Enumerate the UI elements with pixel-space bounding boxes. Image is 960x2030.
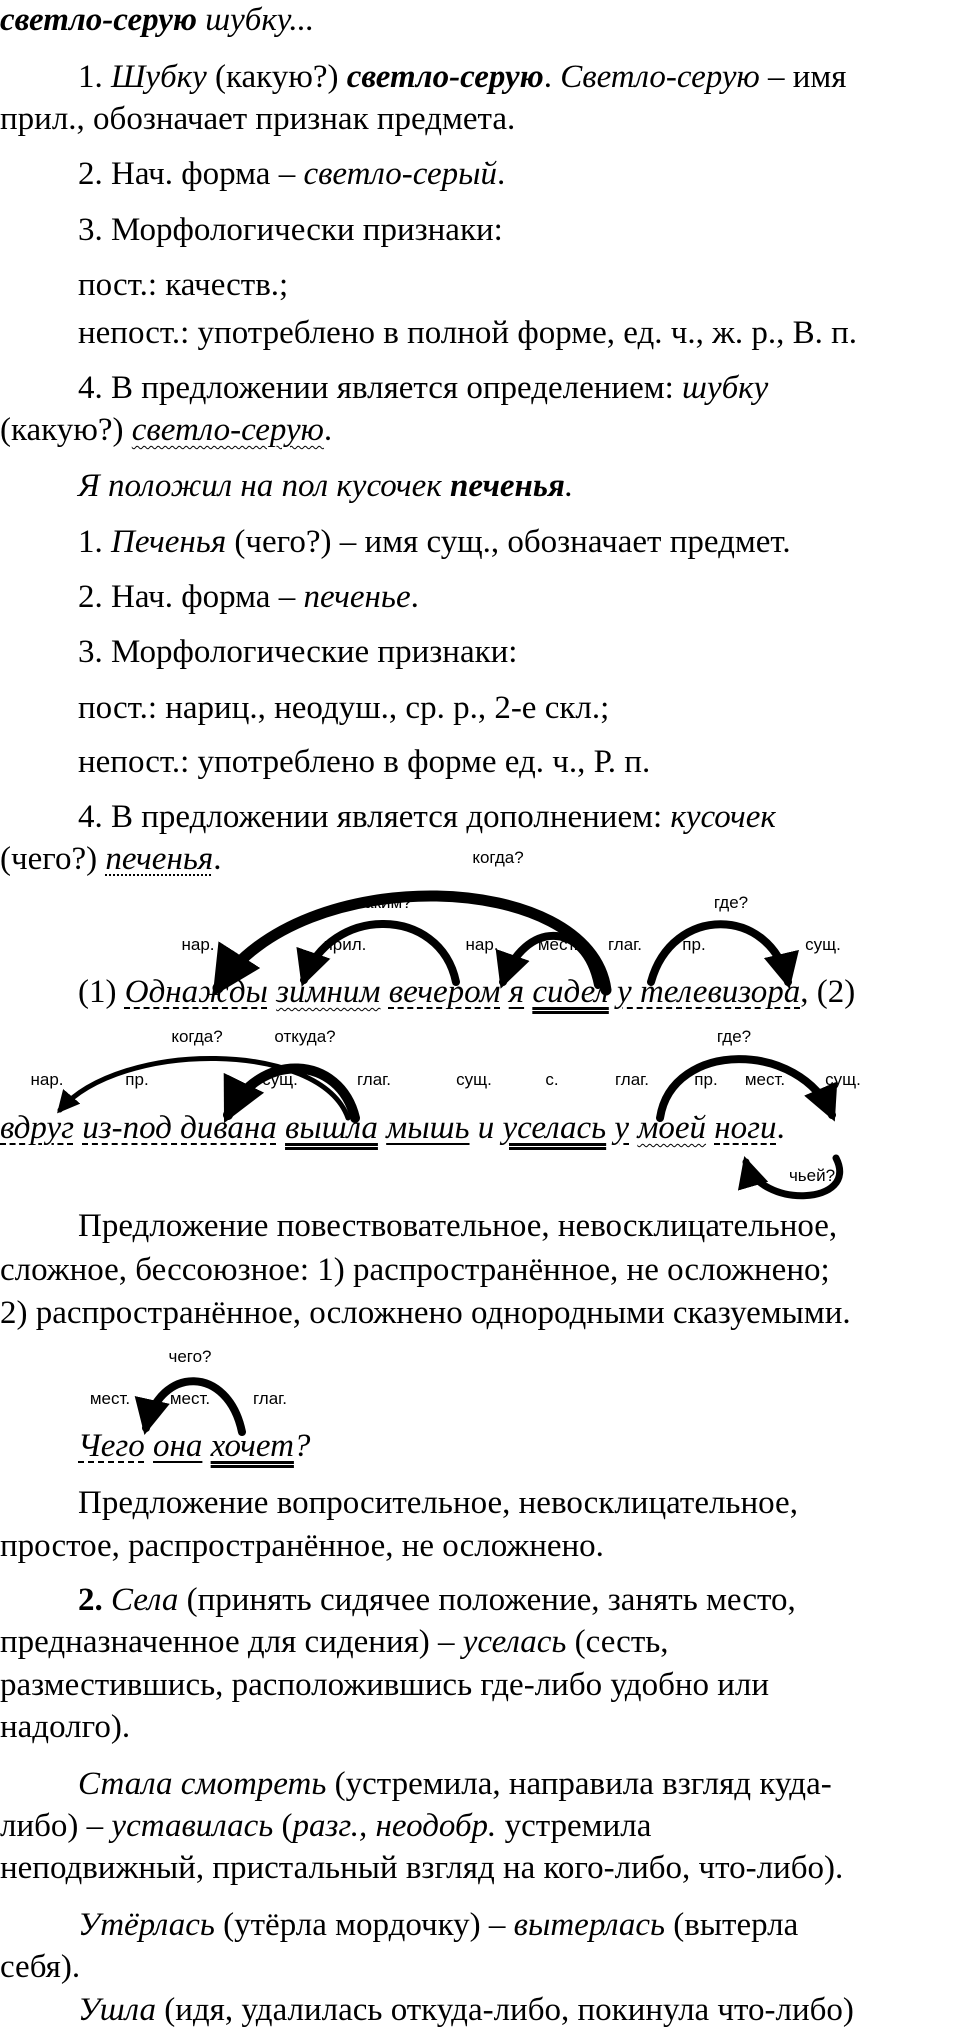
question-label: когда? [472, 848, 524, 867]
analysis-line: непост.: употреблено в полной форме, ед. ч., ж. р., В. п. [78, 315, 858, 351]
word-predicate: вышла [285, 1110, 378, 1146]
part-of-speech-label: пр. [125, 1070, 149, 1089]
word-subject: она [153, 1428, 203, 1464]
analysis-line: 1. Шубку (какую?) светло-серую. Светло-серую – имя [78, 59, 847, 95]
question-label: когда? [171, 1027, 223, 1046]
analysis-line: 2) распространённое, осложнено однородными сказуемыми. [0, 1295, 851, 1331]
analysis-line: 2. Села (принять сидячее положение, занять место, [78, 1582, 796, 1618]
word-predicate: уселась [502, 1110, 607, 1146]
analysis-line: пост.: качеств.; [78, 267, 289, 303]
analysis-line: 2. Нач. форма – светло-серый. [78, 156, 506, 192]
part-of-speech-label: мест. [89, 1389, 131, 1408]
analysis-line: Стала смотреть (устремила, направила взгляд куда- [78, 1766, 832, 1802]
analysis-line: себя). [0, 1949, 81, 1985]
question-label: чего? [168, 1347, 212, 1366]
analysis-line: простое, распространённое, не осложнено. [0, 1528, 604, 1564]
word-attribute: зимним [276, 974, 381, 1010]
analysis-line: 1. Печенья (чего?) – имя сущ., обозначает предмет. [78, 524, 791, 560]
word-subject: я [508, 974, 525, 1010]
part-of-speech-label: мест. [169, 1389, 211, 1408]
part-of-speech-label: нар. [30, 1070, 64, 1089]
analysis-line: надолго). [0, 1709, 131, 1745]
part-of-speech-label: глаг. [607, 935, 643, 954]
parsed-sentence-2: вдруг из-под дивана вышла мышь и уселась у моей ноги. [0, 1110, 785, 1146]
analysis-line: 4. В предложении является определением: шубку [78, 370, 769, 406]
parsed-sentence-3: Чего она хочет? [78, 1428, 311, 1464]
part-of-speech-label: сущ. [456, 1070, 492, 1089]
word-adverbial: из-под дивана [82, 1110, 277, 1146]
analysis-line: разместившись, расположившись где-либо удобно или [0, 1667, 770, 1703]
word-adverbial: вдруг [0, 1110, 74, 1146]
question-label: где? [716, 1027, 752, 1046]
part-of-speech-label: прил. [323, 935, 367, 954]
part-of-speech-label: глаг. [614, 1070, 650, 1089]
analysis-line: предназначенное для сидения) – уселась (сесть, [0, 1624, 669, 1660]
part-of-speech-label: сущ. [805, 935, 841, 954]
analysis-line: неподвижный, пристальный взгляд на кого-либо, что-либо). [0, 1850, 844, 1886]
part-of-speech-label: глаг. [252, 1389, 288, 1408]
question-label: чьей? [788, 1166, 836, 1185]
word-adverbial: у [614, 1110, 630, 1146]
sentence-title: Я положил на пол кусочек печенья. [78, 468, 574, 504]
question-label: откуда? [274, 1027, 336, 1046]
analysis-line: непост.: употреблено в форме ед. ч., Р. п. [78, 744, 651, 780]
part-of-speech-label: нар. [465, 935, 499, 954]
part-of-speech-label: сущ. [262, 1070, 298, 1089]
word-adverbial: ноги [714, 1110, 777, 1146]
heading-line: светло-серую шубку... [0, 2, 315, 38]
analysis-line: (какую?) светло-серую. [0, 412, 333, 448]
analysis-line: прил., обозначает признак предмета. [0, 101, 516, 137]
analysis-line: сложное, бессоюзное: 1) распространённое, не осложнено; [0, 1252, 830, 1288]
analysis-line: 3. Морфологические признаки: [78, 634, 518, 670]
word-object: Чего [78, 1428, 145, 1464]
word-predicate: сидел [532, 974, 609, 1010]
analysis-line: Ушла (идя, удалилась откуда-либо, покинула что-либо) [78, 1992, 854, 2028]
analysis-line: либо) – уставилась (разг., неодобр. устремила [0, 1808, 652, 1844]
analysis-line: 4. В предложении является дополнением: кусочек [78, 799, 776, 835]
word-subject: мышь [386, 1110, 470, 1146]
analysis-line: Предложение вопросительное, невосклицательное, [78, 1485, 798, 1521]
part-of-speech-label: глаг. [356, 1070, 392, 1089]
word-predicate: хочет [210, 1428, 294, 1464]
part-of-speech-label: сущ. [825, 1070, 861, 1089]
part-of-speech-label: пр. [682, 935, 706, 954]
question-label: каким? [356, 893, 412, 912]
part-of-speech-label: с. [545, 1070, 559, 1089]
analysis-line: (чего?) печенья. [0, 841, 222, 877]
analysis-line: 3. Морфологически признаки: [78, 212, 503, 248]
word-attribute: моей [637, 1110, 707, 1146]
analysis-line: Предложение повествовательное, невосклицательное, [78, 1208, 838, 1244]
word-adverbial: у телевизора [617, 974, 801, 1010]
word-adverbial: вечером [388, 974, 501, 1010]
parsed-sentence-1: (1) Однажды зимним вечером я сидел у телевизора, (2) [78, 974, 856, 1010]
analysis-line: пост.: нариц., неодуш., ср. р., 2-е скл.; [78, 690, 610, 726]
part-of-speech-label: нар. [181, 935, 215, 954]
part-of-speech-label: пр. [694, 1070, 718, 1089]
question-label: где? [713, 893, 749, 912]
part-of-speech-label: мест. [744, 1070, 786, 1089]
analysis-line: 2. Нач. форма – печенье. [78, 579, 419, 615]
analysis-line: Утёрлась (утёрла мордочку) – вытерлась (вытерла [78, 1907, 799, 1943]
word-adverbial: Однажды [124, 974, 268, 1010]
part-of-speech-label: мест. [537, 935, 579, 954]
